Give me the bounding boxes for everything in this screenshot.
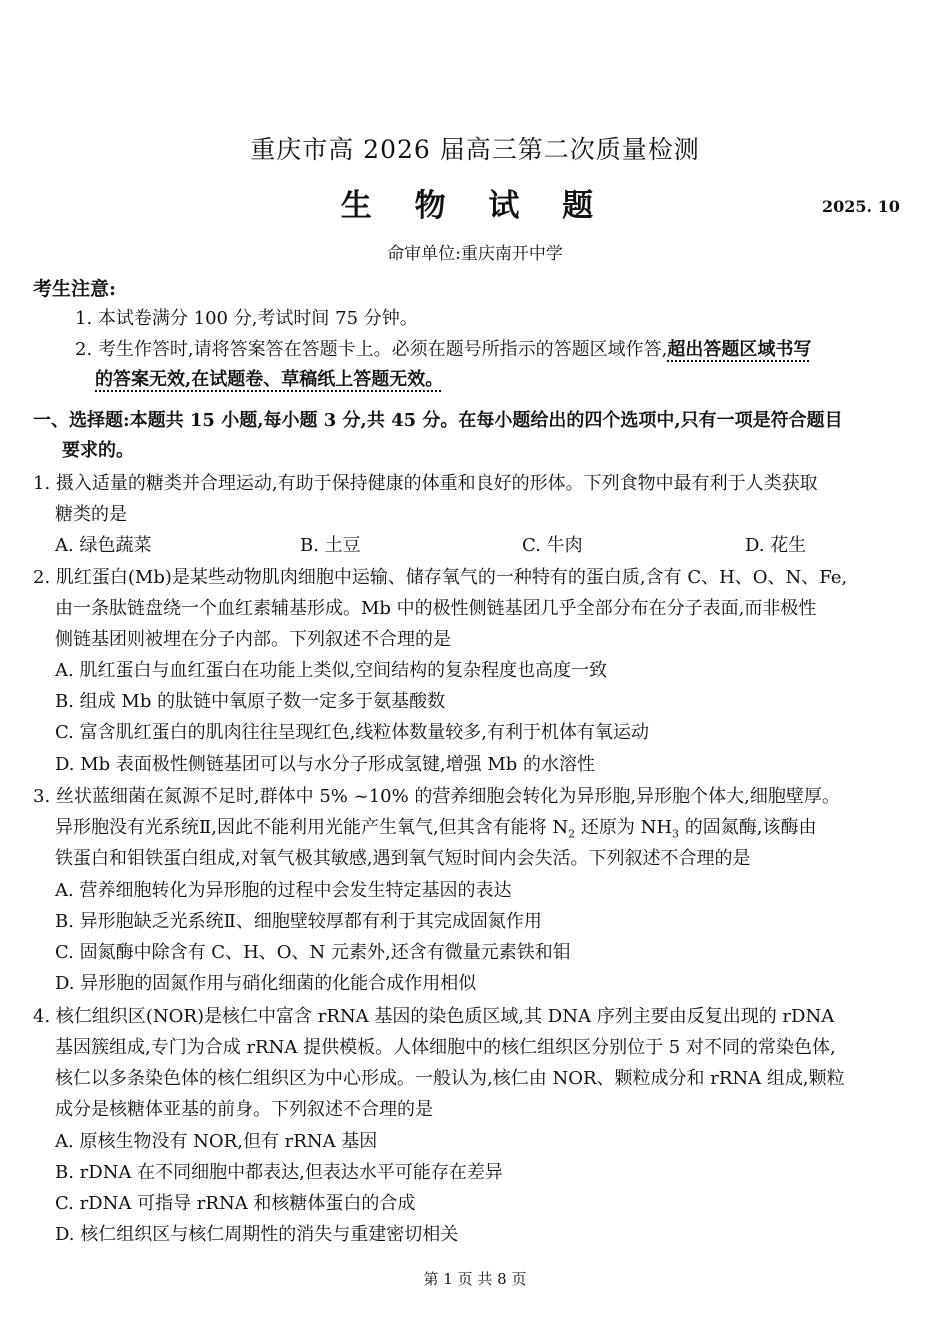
- question-1-option-c: C. 牛肉: [522, 535, 583, 556]
- question-3-stem-cont-2: 铁蛋白和钼铁蛋白组成,对氧气极其敏感,遇到氧气短时间内会失活。下列叙述不合理的是: [55, 848, 751, 869]
- question-4-option-a: A. 原核生物没有 NOR,但有 rRNA 基因: [55, 1131, 378, 1152]
- notice-item-2: [75, 338, 811, 362]
- question-3-stem: 3. 丝状蓝细菌在氮源不足时,群体中 5% ~10% 的营养细胞会转化为异形胞,异形胞个体大,细胞壁厚。: [33, 786, 840, 807]
- notice-item-1: 1. 本试卷满分 100 分,考试时间 75 分钟。: [75, 308, 418, 329]
- question-2-stem-cont-1: 由一条肽链盘绕一个血红素辅基形成。Mb 中的极性侧链基团几乎全部分布在分子表面,而非极性: [55, 598, 817, 619]
- question-2-stem-cont-2: 侧链基团则被埋在分子内部。下列叙述不合理的是: [55, 629, 451, 650]
- question-2-option-a: A. 肌红蛋白与血红蛋白在功能上类似,空间结构的复杂程度也高度一致: [55, 660, 608, 681]
- notice-item-2-emphasis-cont: 的答案无效,在试题卷、草稿纸上答题无效。: [95, 369, 444, 390]
- question-3-text-c: 的固氮酶,该酶由: [679, 817, 817, 838]
- question-3-stem-cont-1: [55, 816, 817, 847]
- question-1-option-d: D. 花生: [745, 535, 807, 556]
- question-4-option-c: C. rDNA 可指导 rRNA 和核糖体蛋白的合成: [55, 1193, 416, 1214]
- question-4-stem-cont-2: 核仁以多条染色体的核仁组织区为中心形成。一般认为,核仁由 NOR、颗粒成分和 rRNA 组成,颗粒: [55, 1068, 845, 1089]
- question-2-stem: 2. 肌红蛋白(Mb)是某些动物肌肉细胞中运输、储存氧气的一种特有的蛋白质,含有 C、H、O、N、Fe,: [33, 567, 848, 588]
- question-2-option-c: C. 富含肌红蛋白的肌肉往往呈现红色,线粒体数量较多,有利于机体有氧运动: [55, 722, 650, 743]
- question-3-text-b: 还原为 NH: [575, 817, 673, 838]
- question-1-stem-cont: 糖类的是: [55, 504, 127, 525]
- notice-item-2-cont: [95, 368, 443, 392]
- question-1-option-b: B. 土豆: [300, 535, 361, 556]
- question-4-stem-cont-3: 成分是核糖体亚基的前身。下列叙述不合理的是: [55, 1099, 433, 1120]
- question-4-option-b: B. rDNA 在不同细胞中都表达,但表达水平可能存在差异: [55, 1162, 503, 1183]
- question-2-option-d: D. Mb 表面极性侧链基团可以与水分子形成氢键,增强 Mb 的水溶性: [55, 754, 596, 775]
- question-2-option-b: B. 组成 Mb 的肽链中氧原子数一定多于氨基酸数: [55, 691, 446, 712]
- subscript-2: 2: [568, 827, 576, 841]
- question-3-option-b: B. 异形胞缺乏光系统Ⅱ、细胞壁较厚都有利于其完成固氮作用: [55, 911, 542, 932]
- question-4-stem-cont-1: 基因簇组成,专门为合成 rRNA 提供模板。人体细胞中的核仁组织区分别位于 5 对不同的常染色体,: [55, 1037, 836, 1058]
- question-3-option-c: C. 固氮酶中除含有 C、H、O、N 元素外,还含有微量元素铁和钼: [55, 942, 571, 963]
- notice-item-2-emphasis: 超出答题区域书写: [667, 339, 812, 360]
- page-number: 第 1 页 共 8 页: [423, 1270, 527, 1288]
- subject-title: 生 物 试 题: [340, 188, 610, 224]
- notice-heading: 考生注意:: [33, 278, 117, 300]
- section-heading: 一、选择题:本题共 15 小题,每小题 3 分,共 45 分。在每小题给出的四个选项中,只有一项是符合题目: [33, 410, 843, 431]
- section-heading-cont: 要求的。: [62, 440, 134, 461]
- question-3-option-a: A. 营养细胞转化为异形胞的过程中会发生特定基因的表达: [55, 880, 512, 901]
- author-line: 命审单位:重庆南开中学: [387, 244, 563, 264]
- notice-item-2-text: 2. 考生作答时,请将答案答在答题卡上。必须在题号所指示的答题区域作答,: [75, 339, 668, 360]
- question-4-stem: 4. 核仁组织区(NOR)是核仁中富含 rRNA 基因的染色质区域,其 DNA 序列主要由反复出现的 rDNA: [33, 1006, 835, 1027]
- exam-title: 重庆市高 2026 届高三第二次质量检测: [250, 135, 700, 164]
- subscript-3: 3: [672, 827, 680, 841]
- exam-date: 2025. 10: [822, 197, 900, 216]
- question-1-option-a: A. 绿色蔬菜: [55, 535, 152, 556]
- question-3-text-a: 异形胞没有光系统Ⅱ,因此不能利用光能产生氧气,但其含有能将 N: [55, 817, 569, 838]
- question-4-option-d: D. 核仁组织区与核仁周期性的消失与重建密切相关: [55, 1224, 459, 1245]
- question-1-stem: 1. 摄入适量的糖类并合理运动,有助于保持健康的体重和良好的形体。下列食物中最有利于人类获取: [33, 473, 818, 494]
- question-3-option-d: D. 异形胞的固氮作用与硝化细菌的化能合成作用相似: [55, 973, 477, 994]
